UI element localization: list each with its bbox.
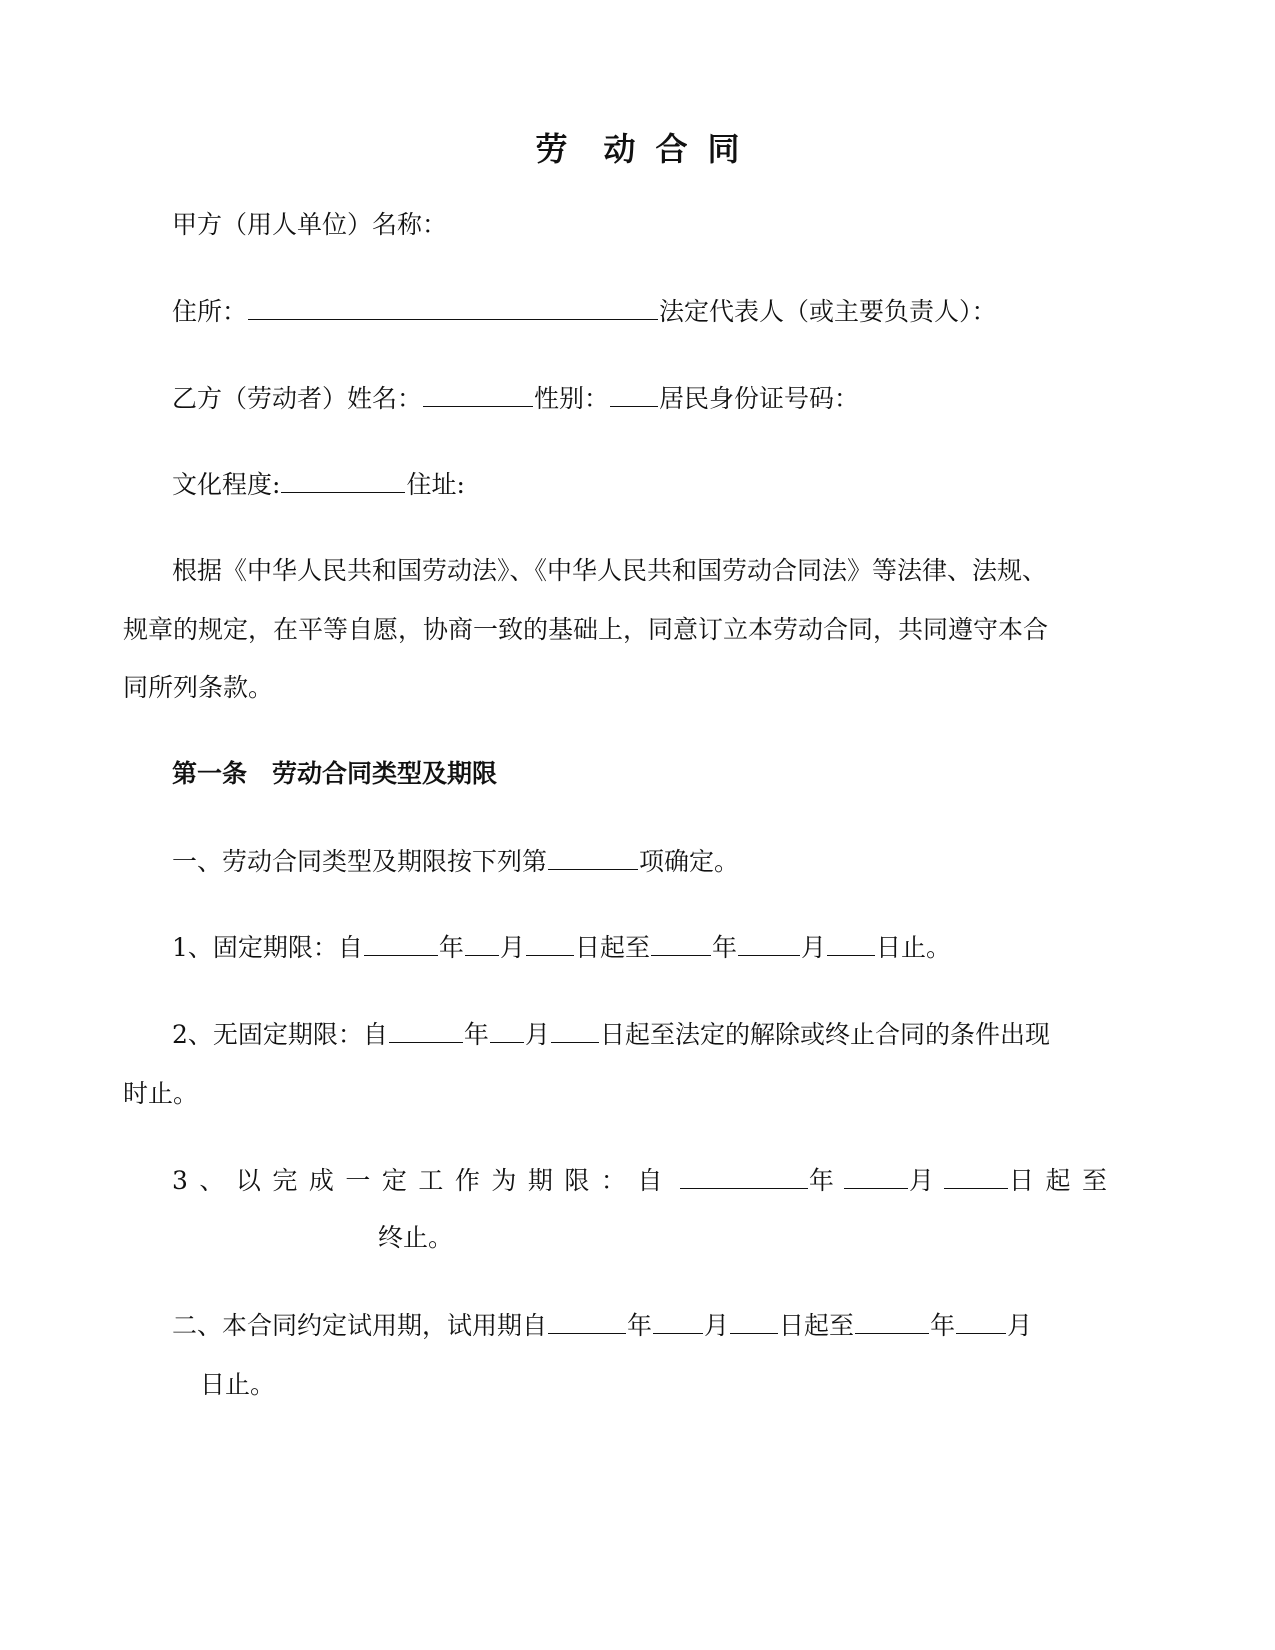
year-label: 年 (808, 1166, 834, 1195)
year-label: 年 (711, 933, 737, 962)
open-start-year-blank[interactable] (389, 1017, 463, 1043)
open-start-day-blank[interactable] (551, 1017, 599, 1043)
party-a-address-label: 住所： (172, 297, 248, 326)
day-from-label: 日起至 (779, 1311, 855, 1340)
party-b-address-label: 住址: (406, 470, 465, 499)
party-a-name-line (172, 208, 447, 242)
month-label: 月 (800, 933, 826, 962)
item-one-text: 一、劳动合同类型及期限按下列第 (172, 847, 548, 876)
month-label: 月 (1007, 1311, 1033, 1340)
open-term-suffix: 日起至法定的解除或终止合同的条件出现 (599, 1020, 1050, 1049)
year-label: 年 (627, 1311, 653, 1340)
preamble-line: 规章的规定，在平等自愿，协商一致的基础上，同意订立本劳动合同，共同遵守本合 (123, 615, 1049, 644)
title-char: 合 (655, 130, 688, 168)
year-label: 年 (930, 1311, 956, 1340)
year-label: 年 (438, 933, 464, 962)
month-label: 月 (499, 933, 525, 962)
party-b-name-label: 乙方（劳动者）姓名： (172, 384, 423, 413)
year-label: 年 (463, 1020, 489, 1049)
article-1-item-one (172, 844, 739, 879)
article-1-heading: 第一条 劳动合同类型及期限 (172, 759, 498, 788)
party-b-edu-line (172, 467, 465, 502)
party-a-rep-label: 法定代表人（或主要负责人）： (659, 297, 997, 326)
probation-line (172, 1308, 1032, 1343)
probation-start-day-blank[interactable] (730, 1308, 778, 1334)
item-one-suffix: 项确定。 (639, 847, 740, 876)
probation-start-year-blank[interactable] (548, 1308, 626, 1334)
month-label: 月 (524, 1020, 550, 1049)
fixed-end-month-blank[interactable] (738, 930, 800, 956)
party-b-edu-blank[interactable] (281, 467, 405, 493)
task-term-suffix: 日起至 (1008, 1166, 1119, 1195)
day-to-label: 日止。 (876, 933, 952, 962)
party-a-address-line (172, 294, 997, 329)
title-char: 劳 (535, 130, 568, 168)
party-b-name-line (172, 381, 859, 416)
probation-start-month-blank[interactable] (653, 1308, 703, 1334)
open-term-line-2: 时止。 (123, 1079, 199, 1108)
fixed-start-year-blank[interactable] (364, 930, 438, 956)
fixed-start-day-blank[interactable] (526, 930, 574, 956)
fixed-start-month-blank[interactable] (465, 930, 499, 956)
title-char: 同 (707, 130, 740, 168)
party-a-name-label: 甲方（用人单位）名称： (172, 210, 448, 239)
open-term-line (172, 1017, 1050, 1052)
title-char: 动 (603, 130, 636, 168)
day-from-label: 日起至 (574, 933, 650, 962)
preamble-line: 根据《中华人民共和国劳动法》、《中华人民共和国劳动合同法》等法律、法规、 (172, 556, 1048, 585)
party-b-edu-label: 文化程度: (172, 470, 281, 499)
fixed-end-day-blank[interactable] (827, 930, 875, 956)
month-label: 月 (908, 1166, 934, 1195)
fixed-term-line (172, 930, 951, 965)
party-b-gender-blank[interactable] (610, 381, 658, 407)
task-start-day-blank[interactable] (944, 1163, 1008, 1189)
party-b-id-label: 居民身份证号码： (659, 384, 860, 413)
fixed-term-label: 1、固定期限：自 (172, 933, 363, 962)
fixed-end-year-blank[interactable] (651, 930, 711, 956)
month-label: 月 (704, 1311, 730, 1340)
probation-line-2: 日止。 (200, 1370, 276, 1399)
preamble-line: 同所列条款。 (123, 673, 274, 702)
task-term-label: 3、以完成一定工作为期限：自 (172, 1166, 674, 1195)
probation-end-month-blank[interactable] (956, 1308, 1006, 1334)
party-b-name-blank[interactable] (423, 381, 533, 407)
task-term-line (172, 1163, 1118, 1198)
task-start-month-blank[interactable] (844, 1163, 908, 1189)
probation-label: 二、本合同约定试用期，试用期自 (172, 1311, 548, 1340)
party-a-address-blank[interactable] (248, 294, 658, 320)
task-term-line-2: 终止。 (378, 1223, 454, 1252)
item-number-blank[interactable] (548, 844, 638, 870)
page-title (0, 129, 1275, 169)
open-term-label: 2、无固定期限：自 (172, 1020, 388, 1049)
open-start-month-blank[interactable] (490, 1017, 524, 1043)
probation-end-year-blank[interactable] (855, 1308, 929, 1334)
task-start-year-blank[interactable] (680, 1163, 808, 1189)
party-b-gender-label: 性别： (534, 384, 610, 413)
